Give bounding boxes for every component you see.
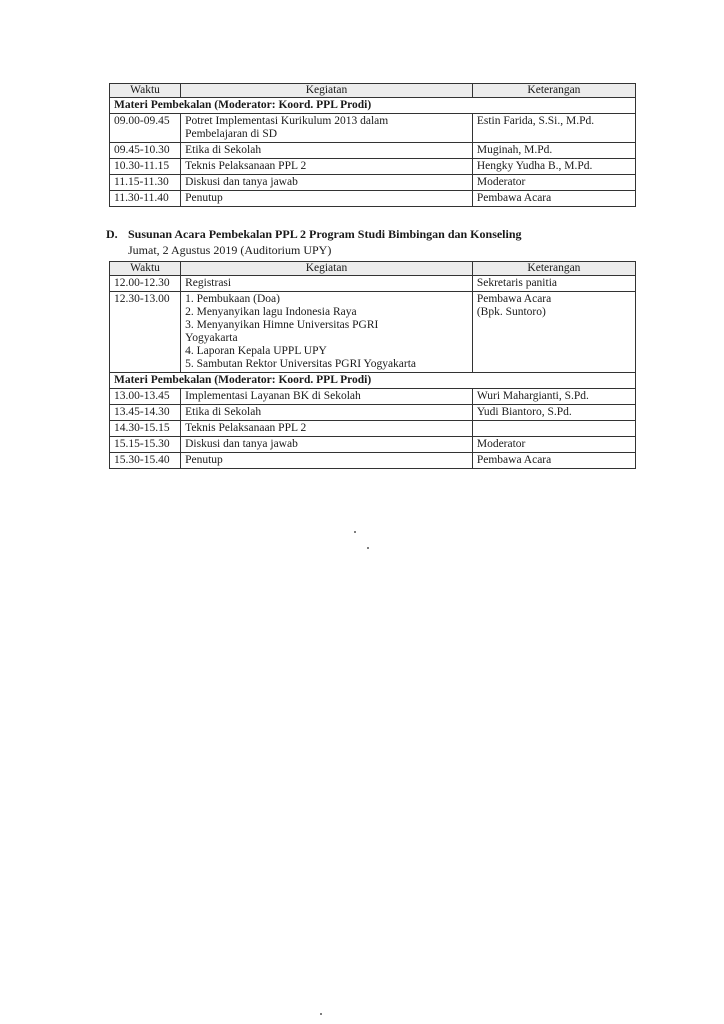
note-cell-line: Pembawa Acara [476, 192, 552, 204]
activity-cell-line: Diskusi dan tanya jawab [185, 438, 298, 450]
section-letter: D. [106, 227, 118, 241]
activity-cell-line: 2. Menyanyikan lagu Indonesia Raya [185, 306, 357, 318]
activity-cell [181, 191, 473, 207]
note-cell [472, 175, 635, 191]
activity-cell [181, 159, 473, 175]
header-keterangan: Keterangan [472, 262, 635, 276]
note-cell [472, 405, 635, 421]
activity-cell [181, 421, 473, 437]
table-row [110, 191, 636, 207]
activity-cell-line: 1. Pembukaan (Doa) [185, 293, 280, 305]
activity-cell [181, 143, 473, 159]
activity-cell-line: Penutup [185, 454, 223, 466]
note-cell-line: Pembawa Acara [476, 293, 552, 305]
section-subtitle: Jumat, 2 Agustus 2019 (Auditorium UPY) [128, 243, 332, 257]
time-cell: 15.30-15.40 [110, 453, 181, 469]
note-cell [472, 191, 635, 207]
table-row [110, 292, 636, 373]
note-cell [472, 389, 635, 405]
note-cell-line: Hengky Yudha B., M.Pd. [476, 160, 593, 172]
section-d-heading [106, 227, 522, 242]
table-row [110, 389, 636, 405]
time-cell: 13.00-13.45 [110, 389, 181, 405]
activity-cell [181, 175, 473, 191]
header-keterangan: Keterangan [472, 84, 635, 98]
note-cell [472, 292, 635, 373]
note-cell [472, 421, 635, 437]
note-cell [472, 437, 635, 453]
table-body [110, 276, 636, 469]
table-row [110, 405, 636, 421]
time-cell: 15.15-15.30 [110, 437, 181, 453]
activity-cell [181, 405, 473, 421]
note-cell [472, 453, 635, 469]
header-waktu: Waktu [110, 84, 181, 98]
table-header-row [110, 84, 636, 98]
schedule-table-2 [109, 261, 636, 469]
schedule-table-1 [109, 83, 636, 207]
note-cell-line: Moderator [476, 438, 526, 450]
note-cell [472, 143, 635, 159]
activity-cell-line: Diskusi dan tanya jawab [185, 176, 298, 188]
activity-cell-line: Penutup [185, 192, 223, 204]
activity-cell-line: Yogyakarta [185, 332, 238, 344]
table-row [110, 143, 636, 159]
activity-cell-line: Potret Implementasi Kurikulum 2013 dalam [185, 115, 389, 127]
activity-cell-line: 3. Menyanyikan Himne Universitas PGRI [185, 319, 379, 331]
note-cell-line: Muginah, M.Pd. [476, 144, 553, 156]
table-row [110, 159, 636, 175]
note-cell-line: Estin Farida, S.Si., M.Pd. [476, 115, 595, 127]
section-title: Susunan Acara Pembekalan PPL 2 Program Studi Bimbingan dan Konseling [128, 227, 522, 241]
section-label: Materi Pembekalan (Moderator: Koord. PPL Prodi) [110, 373, 636, 389]
scan-speck [354, 531, 356, 533]
note-cell [472, 276, 635, 292]
note-cell-line: Yudi Biantoro, S.Pd. [476, 406, 572, 418]
table-row [110, 175, 636, 191]
time-cell: 13.45-14.30 [110, 405, 181, 421]
section-row [110, 98, 636, 114]
activity-cell [181, 292, 473, 373]
note-cell [472, 159, 635, 175]
note-cell-line: Pembawa Acara [476, 454, 552, 466]
activity-cell-line: Etika di Sekolah [185, 406, 262, 418]
time-cell: 09.00-09.45 [110, 114, 181, 143]
scan-speck [367, 547, 369, 549]
time-cell: 11.30-11.40 [110, 191, 181, 207]
time-cell: 11.15-11.30 [110, 175, 181, 191]
note-cell-line: Sekretaris panitia [476, 277, 557, 289]
table-body [110, 98, 636, 207]
activity-cell-line: Implementasi Layanan BK di Sekolah [185, 390, 361, 402]
activity-cell [181, 437, 473, 453]
time-cell: 12.30-13.00 [110, 292, 181, 373]
scan-speck [320, 1013, 322, 1015]
activity-cell [181, 453, 473, 469]
activity-cell [181, 276, 473, 292]
header-kegiatan: Kegiatan [181, 262, 473, 276]
section-row [110, 373, 636, 389]
activity-cell [181, 389, 473, 405]
time-cell: 14.30-15.15 [110, 421, 181, 437]
activity-cell-line: Teknis Pelaksanaan PPL 2 [185, 160, 307, 172]
time-cell: 12.00-12.30 [110, 276, 181, 292]
time-cell: 10.30-11.15 [110, 159, 181, 175]
table-header-row [110, 262, 636, 276]
table-row [110, 437, 636, 453]
section-label: Materi Pembekalan (Moderator: Koord. PPL Prodi) [110, 98, 636, 114]
activity-cell-line: 4. Laporan Kepala UPPL UPY [185, 345, 327, 357]
table-row [110, 453, 636, 469]
table-row [110, 114, 636, 143]
header-kegiatan: Kegiatan [181, 84, 473, 98]
note-cell-line: Moderator [476, 176, 526, 188]
activity-cell-line: Teknis Pelaksanaan PPL 2 [185, 422, 307, 434]
activity-cell-line: 5. Sambutan Rektor Universitas PGRI Yogyakarta [185, 358, 417, 370]
note-cell-line: (Bpk. Suntoro) [476, 306, 546, 318]
table-row [110, 276, 636, 292]
activity-cell-line: Etika di Sekolah [185, 144, 262, 156]
time-cell: 09.45-10.30 [110, 143, 181, 159]
note-cell-line: Wuri Mahargianti, S.Pd. [476, 390, 589, 402]
activity-cell-line: Registrasi [185, 277, 232, 289]
header-waktu: Waktu [110, 262, 181, 276]
table-row [110, 421, 636, 437]
activity-cell-line: Pembelajaran di SD [185, 128, 278, 140]
note-cell [472, 114, 635, 143]
activity-cell [181, 114, 473, 143]
